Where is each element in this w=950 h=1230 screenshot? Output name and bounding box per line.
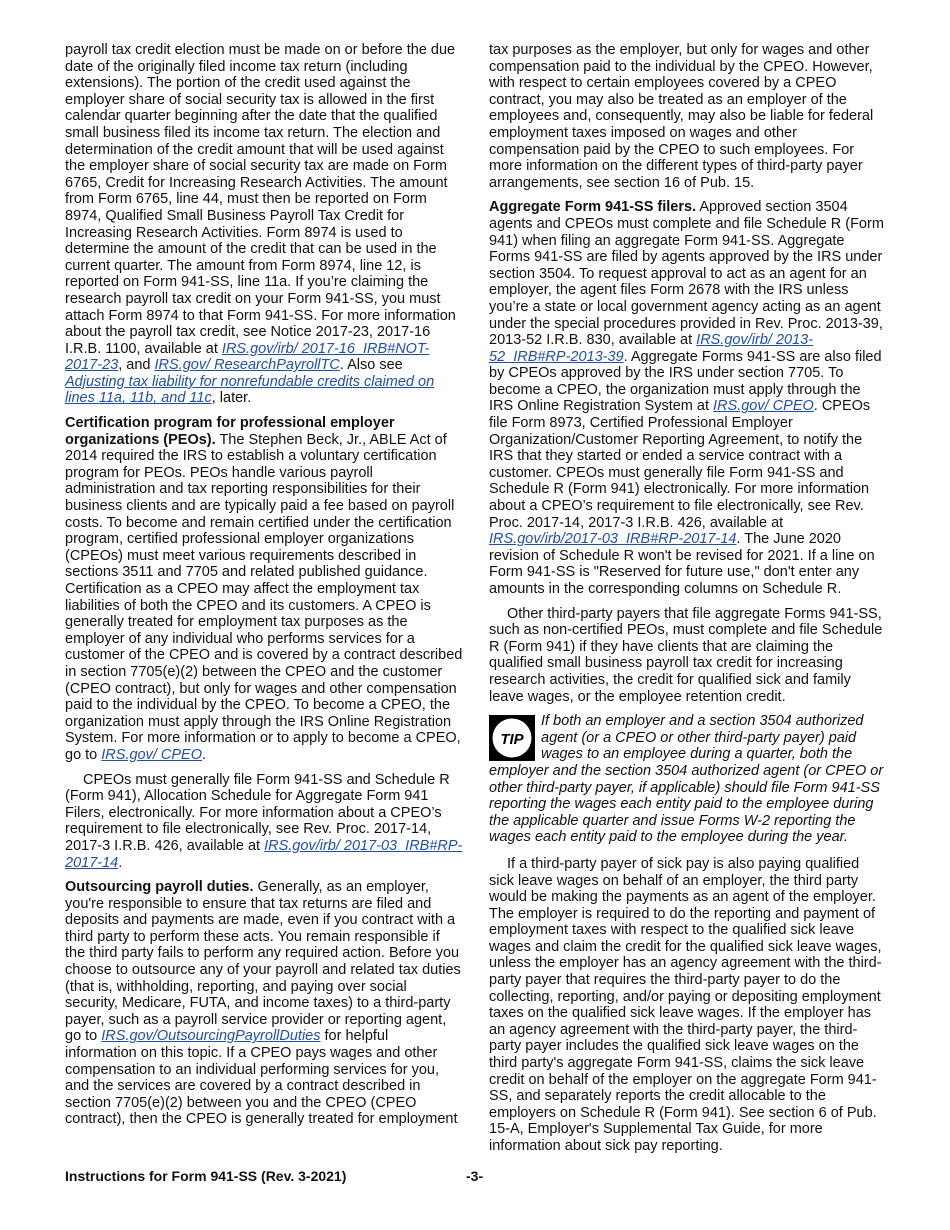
paragraph-text: Generally, as an employer, you're responsible to ensure that tax returns are filed and deposits and payments are made, even if you contract with a third party to perform these acts. You remain responsible if the third party fails to perform any required action. Before you choose to outsource any of your payroll and related tax duties (that is, withholding, reporting, and paying over social security, Medicare, FUTA, and income taxes) to a third-party payer, such as a payroll service provider or reporting agent, go to [65, 879, 461, 1045]
paragraph-text: , later. [211, 390, 252, 407]
cpeo-employer-continuation-paragraph [489, 42, 887, 191]
aggregate-filers-paragraph [489, 199, 887, 597]
certification-program-paragraph [65, 415, 463, 763]
paragraph-text: Other third-party payers that file aggregate Forms 941-SS, such as non-certified PEOs, must complete and file Schedule R (Form 941) if they have clients that are claiming the qualified small business payroll tax credit for increasing research activities, the credit for qualified sick and family leave wages, or the employee retention credit. [489, 605, 883, 705]
paragraph-text: for helpful information on this topic. If a CPEO pays wages and other compensation to an individual performing services for you, and the services are covered by a contract described in section 7705(e)(2) between you and the CPEO (CPEO contract), then the CPEO is generally treated for employment [65, 1028, 458, 1128]
research-payroll-tc-link[interactable]: IRS.gov/ ResearchPayrollTC [154, 357, 340, 374]
paragraph-text: , and [118, 357, 155, 374]
paragraph-text: CPEOs must generally file Form 941-SS and Schedule R (Form 941), Allocation Schedule for Aggregate Form 941 Filers, electronically. For more information about a CPEO’s requirement to file electronically, see Rev. Proc. 2017-14, 2017-3 I.R.B. 426, available at [65, 771, 450, 854]
adjusting-tax-liability-link[interactable]: Adjusting tax liability for nonrefundable credits claimed on lines 11a, 11b, and 11c [65, 373, 435, 407]
paragraph-text: . Also see [339, 357, 403, 374]
sick-pay-third-party-paragraph [489, 856, 887, 1155]
paragraph-text: tax purposes as the employer, but only for wages and other compensation paid to the individual by the CPEO. However, with respect to certain employees covered by a CPEO contract, you may also be treated as an employer of the employees and, consequently, may also be liable for federal employment taxes imposed on wages and other compensation paid by the CPEO to such employees. For more information on the different types of third-party payer arrangements, see section 16 of Pub. 15. [489, 42, 874, 191]
cpeo-registration-link[interactable]: IRS.gov/ CPEO [713, 398, 814, 415]
rev-proc-2013-39-link[interactable]: IRS.gov/irb/ 2013-52_IRB#RP-2013-39 [489, 332, 814, 365]
paragraph-text: . The June 2020 revision of Schedule R won't be revised for 2021. If a line on Form 941-SS is "Reserved for future use," don't enter any amounts in the corresponding columns on Schedule R. [489, 531, 875, 597]
aggregate-filers-heading: Aggregate Form 941-SS filers. [489, 199, 697, 216]
page-number: -3- [466, 1168, 484, 1184]
cpeo-electronic-filing-paragraph [65, 772, 463, 872]
paragraph-text: . Aggregate Forms 941-SS are also filed by CPEOs approved by the IRS under section 7705. To become a CPEO, the organization must apply through the IRS Online Registration System at [489, 348, 882, 415]
outsourcing-payroll-heading: Outsourcing payroll duties. [65, 879, 254, 896]
other-third-party-payers-paragraph [489, 606, 887, 706]
research-credit-paragraph [65, 42, 463, 407]
outsourcing-payroll-paragraph [65, 879, 463, 1128]
tip-icon-label: TIP [500, 731, 524, 749]
tip-callout [489, 713, 887, 846]
tip-text: If both an employer and a section 3504 authorized agent (or a CPEO or other third-party payer) paid wages to an employee during a quarter, both the employer and the section 3504 authorized agent (or CPEO or other third-party payer, if applicable) should file Form 941-SS reporting the wages each entity paid to the employee during the applicable quarter and issue Forms W-2 reporting the wages each entity paid to the employee during the year. [489, 713, 884, 846]
paragraph-text: . [202, 746, 207, 763]
outsourcing-payroll-duties-link[interactable]: IRS.gov/OutsourcingPayrollDuties [101, 1028, 321, 1045]
paragraph-text: The Stephen Beck, Jr., ABLE Act of 2014 required the IRS to establish a voluntary certification program for PEOs. PEOs handle various payroll administration and tax reporting responsibilities for their business clients and are typically paid a fee based on payroll costs. To become and remain certified under the certification program, certified professional employer organizations (CPEOs) must meet various requirements described in sections 3511 and 7705 and related published guidance. Certification as a CPEO may affect the employment tax liabilities of both the CPEO and its customers. A CPEO is generally treated for employment tax purposes as the employer of any individual who performs services for a customer of the CPEO and is covered by a contract described in section 7705(e)(2) between the CPEO and the customer (CPEO contract), but only for wages and other compensation paid to the individual by the CPEO. To become a CPEO, the organization must apply through the IRS Online Registration System. For more information or to apply to become a CPEO, go to [65, 431, 463, 763]
footer-form-title: Instructions for Form 941-SS (Rev. 3-2021) [65, 1168, 347, 1184]
paragraph-text: Approved section 3504 agents and CPEOs must complete and file Schedule R (Form 941) when filing an aggregate Form 941-SS. Aggregate Forms 941-SS are filed by agents approved by the IRS under section 3504. To request approval to act as an agent for an employer, the agent files Form 2678 with the IRS unless you’re a state or local government agency acting as an agent under the special procedures provided in Rev. Proc. 2013-39, 2013-52 I.R.B. 830, available at [489, 199, 884, 349]
rev-proc-2017-14-link[interactable]: IRS.gov/irb/ 2017-03_IRB#RP-2017-14 [65, 837, 463, 871]
tip-icon [489, 715, 535, 761]
cpeo-link[interactable]: IRS.gov/ CPEO [101, 746, 203, 763]
paragraph-text: If a third-party payer of sick pay is also paying qualified sick leave wages on behalf of an employer, the third party would be making the payments as an agent of the employer. The employer is required to do the reporting and payment of employment taxes with respect to the qualified sick leave wages and claim the credit for the qualified sick leave wages, unless the employer has an agency agreement with the third-party payer that requires the third-party payer to do the collecting, reporting, and/or paying or depositing employment taxes on the qualified sick leave wages. If the employer has an agency agreement with the third-party payer, the third-party payer includes the qualified sick leave wages on the third party's aggregate Form 941-SS, claims the sick leave credit on behalf of the employer on the aggregate Form 941-SS, and separately reports the credit allocable to the employers on Schedule R (Form 941). See section 6 of Pub. 15-A, Employer's Supplemental Tax Guide, for more information about sick pay reporting. [489, 855, 882, 1154]
right-column [489, 42, 887, 1163]
paragraph-text: payroll tax credit election must be made on or before the due date of the originally filed income tax return (including extensions). The portion of the credit used against the employer share of social security tax is allowed in the first calendar quarter beginning after the date that the qualified small business filed its income tax return. The election and determination of the credit amount that will be used against the employer share of social security tax are made on Form 6765, Credit for Increasing Research Activities. The amount from Form 6765, line 44, must then be reported on Form 8974, Qualified Small Business Payroll Tax Credit for Increasing Research Activities. Form 8974 is used to determine the amount of the credit that can be used in the current quarter. The amount from Form 8974, line 12, is reported on Form 941-SS, line 11a. If you’re claiming the research payroll tax credit on your Form 941-SS, you must attach Form 8974 to that Form 941-SS. For more information about the payroll tax credit, see Notice 2017-23, 2017-16 I.R.B. 1100, available at [65, 42, 456, 357]
notice-2017-23-link[interactable]: IRS.gov/irb/ 2017-16_IRB#NOT-2017-23 [65, 340, 430, 374]
paragraph-text: . [118, 854, 123, 871]
paragraph-text: . CPEOs file Form 8973, Certified Professional Employer Organization/Customer Reporting Agreement, to notify the IRS that they started or ended a service contract with a customer. CPEOs must generally file Form 941-SS and Schedule R (Form 941) electronically. For more information about a CPEO’s requirement to file electronically, see Rev. Proc. 2017-14, 2017-3 I.R.B. 426, available at [489, 398, 871, 531]
left-column [65, 42, 463, 1136]
certification-program-heading: Certification program for professional employer organizations (PEOs). [65, 415, 395, 448]
rev-proc-2017-14-link[interactable]: IRS.gov/irb/2017-03_IRB#RP-2017-14 [489, 531, 737, 548]
